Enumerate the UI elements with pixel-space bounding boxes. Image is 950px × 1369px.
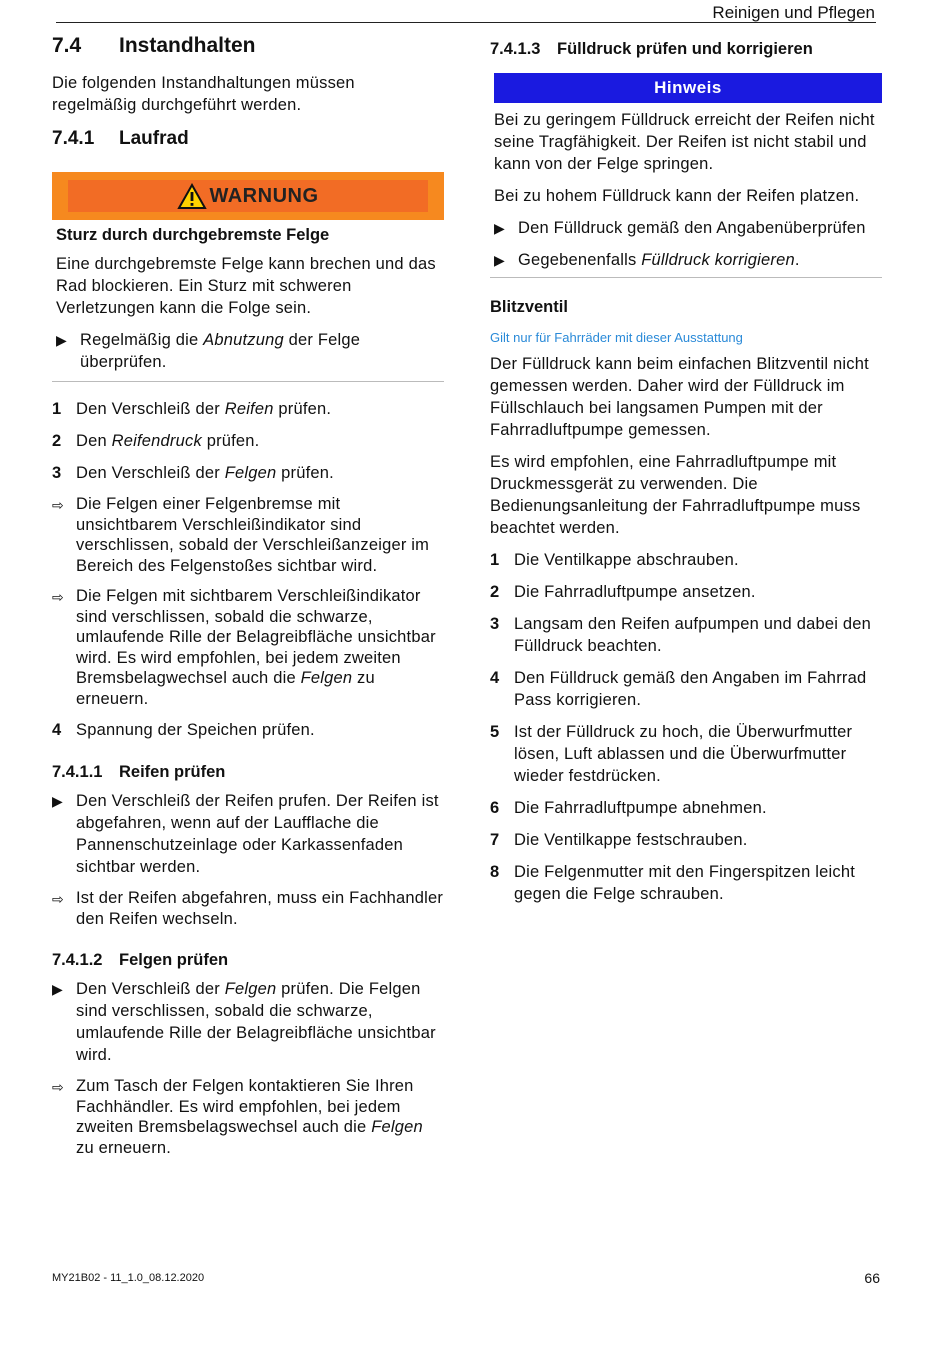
step-list bbox=[52, 398, 444, 741]
warning-heading: Sturz durch durchgebremste Felge bbox=[56, 226, 330, 244]
list-item: 3 Langsam den Reifen aufpumpen und dabei den Fülldruck beachten. bbox=[490, 615, 872, 655]
footer-document-id: MY21B02 - 11_1.0_08.12.2020 bbox=[52, 1272, 205, 1284]
heading-title: Laufrad bbox=[119, 128, 189, 149]
list-item: 2 Die Fahrradluftpumpe ansetzen. bbox=[490, 583, 756, 601]
hollow-arrow-right-icon: ⇨ bbox=[52, 1079, 64, 1095]
result-item: ⇨ Die Felgen mit sichtbarem Verschleißindikator sind verschlissen, sobald die schwarze, umlaufende Rille der Belagreibfläche unsichtbar wird. Es wird empfohlen, bei jedem zweiten Bremsbelagwechsel auch die Felgen zu erneuern. bbox=[52, 587, 436, 708]
step-number: 3 bbox=[52, 464, 62, 482]
step-number: 2 bbox=[52, 432, 62, 450]
heading-number: 7.4.1.1 bbox=[52, 763, 103, 781]
result-item: ⇨ Ist der Reifen abgefahren, muss ein Fachhandler den Reifen wechseln. bbox=[52, 889, 444, 928]
heading-title: Instandhalten bbox=[119, 34, 256, 57]
heading-title: Fülldruck prüfen und korrigieren bbox=[557, 40, 813, 58]
note-bottom-rule bbox=[490, 277, 882, 278]
list-item: 7 Die Ventilkappe festschrauben. bbox=[490, 831, 748, 849]
step-number: 4 bbox=[52, 721, 62, 739]
warning-box bbox=[52, 172, 444, 382]
list-item: 2 Den Reifendruck prüfen. bbox=[52, 432, 260, 450]
hollow-arrow-right-icon: ⇨ bbox=[52, 589, 64, 605]
right-column bbox=[490, 34, 882, 905]
note-paragraph: Bei zu geringem Fülldruck erreicht der Reifen nicht seine Tragfähigkeit. Der Reifen ist nicht stabil und kann von der Felge springen. bbox=[494, 111, 875, 173]
list-item: 3 Den Verschleiß der Felgen prüfen. bbox=[52, 464, 334, 482]
triangle-right-icon: ▶ bbox=[56, 332, 67, 348]
blitzventil-paragraph: Der Fülldruck kann beim einfachen Blitzventil nicht gemessen werden. Daher wird der Fülldruck im Füllschlauch bei langsamen Pumpen mit der Fahrradluftpumpe gemessen. bbox=[490, 355, 869, 439]
heading-7-4-1 bbox=[52, 128, 444, 150]
note-bar: Hinweis bbox=[494, 73, 882, 103]
heading-title: Reifen prüfen bbox=[119, 763, 226, 781]
blitzventil-paragraph: Es wird empfohlen, eine Fahrradluftpumpe mit Druckmessgerät zu verwenden. Die Bedienungsanleitung der Fahrradluftpumpe muss beachtet werden. bbox=[490, 453, 861, 537]
result-item: ⇨ Zum Tasch der Felgen kontaktieren Sie Ihren Fachhändler. Es wird empfohlen, bei jedem zweiten Bremsbelagswechsel auch die Felgen zu erneuern. bbox=[52, 1077, 423, 1157]
list-item: 8 Die Felgenmutter mit den Fingerspitzen leicht gegen die Felge schrauben. bbox=[490, 863, 855, 903]
heading-number: 7.4.1.3 bbox=[490, 40, 541, 58]
applicability-note: Gilt nur für Fahrräder mit dieser Ausstattung bbox=[490, 330, 743, 345]
heading-7-4-1-3 bbox=[490, 40, 882, 59]
warning-label-area bbox=[68, 180, 428, 212]
note-paragraph: Bei zu hohem Fülldruck kann der Reifen platzen. bbox=[494, 187, 860, 205]
heading-number: 7.4.1.2 bbox=[52, 951, 103, 969]
heading-7-4 bbox=[52, 34, 444, 58]
warning-text: Eine durchgebremste Felge kann brechen und das Rad blockieren. Ein Sturz mit schweren Verletzungen kann die Folge sein. bbox=[56, 255, 436, 317]
triangle-right-icon: ▶ bbox=[494, 220, 505, 236]
blitzventil-heading: Blitzventil bbox=[490, 298, 568, 316]
action-item: ▶ Den Fülldruck gemäß den Angabenüberprüfen bbox=[494, 219, 866, 237]
action-item: ▶ Den Verschleiß der Felgen prüfen. Die Felgen sind verschlissen, sobald die schwarze, umlaufende Rille der Belagreibfläche unsichtbar wird. bbox=[52, 980, 436, 1064]
header-section-title: Reinigen und Pflegen bbox=[712, 3, 875, 22]
result-item: ⇨ Die Felgen einer Felgenbremse mit unsichtbarem Verschleißindikator sind verschlissen, sobald der Verschleißanzeiger im Bereich des Felgenstoßes sichtbar wird. bbox=[52, 495, 430, 575]
heading-title: Felgen prüfen bbox=[119, 951, 229, 969]
step-list bbox=[490, 549, 882, 905]
warning-action: ▶ Regelmäßig die Abnutzung der Felge überprüfen. bbox=[56, 331, 361, 371]
heading-number: 7.4 bbox=[52, 34, 82, 57]
warning-bar bbox=[52, 172, 444, 220]
triangle-right-icon: ▶ bbox=[494, 252, 505, 268]
hollow-arrow-right-icon: ⇨ bbox=[52, 497, 64, 513]
warning-bottom-rule bbox=[52, 381, 444, 382]
hollow-arrow-right-icon: ⇨ bbox=[52, 891, 64, 907]
action-item: ▶ Den Verschleiß der Reifen prufen. Der Reifen ist abgefahren, wenn auf der Laufflache die Pannenschutzeinlage oder Karkassenfaden sichtbar werden. bbox=[52, 792, 439, 876]
left-column bbox=[52, 34, 444, 1158]
step-number: 1 bbox=[52, 400, 62, 418]
footer-page-number: 66 bbox=[864, 1270, 880, 1286]
list-item: 5 Ist der Fülldruck zu hoch, die Überwurfmutter lösen, Luft ablassen und die Überwurfmutter wieder festdrücken. bbox=[490, 723, 853, 785]
note-box bbox=[490, 73, 882, 278]
list-item: 1 Den Verschleiß der Reifen prüfen. bbox=[52, 400, 332, 418]
list-item: 1 Die Ventilkappe abschrauben. bbox=[490, 551, 739, 569]
intro-paragraph: Die folgenden Instandhaltungen müssen regelmäßig durchgeführt werden. bbox=[52, 74, 355, 114]
action-item: ▶ Gegebenenfalls Fülldruck korrigieren. bbox=[494, 251, 800, 269]
list-item: 4 Spannung der Speichen prüfen. bbox=[52, 721, 315, 739]
warning-triangle-icon bbox=[177, 183, 207, 210]
heading-7-4-1-1 bbox=[52, 763, 444, 782]
triangle-right-icon: ▶ bbox=[52, 793, 63, 809]
list-item: 6 Die Fahrradluftpumpe abnehmen. bbox=[490, 799, 767, 817]
triangle-right-icon: ▶ bbox=[52, 981, 63, 997]
list-item: 4 Den Fülldruck gemäß den Angaben im Fahrrad Pass korrigieren. bbox=[490, 669, 867, 709]
heading-7-4-1-2 bbox=[52, 951, 444, 970]
warning-label: WARNUNG bbox=[209, 184, 319, 207]
heading-number: 7.4.1 bbox=[52, 128, 95, 149]
